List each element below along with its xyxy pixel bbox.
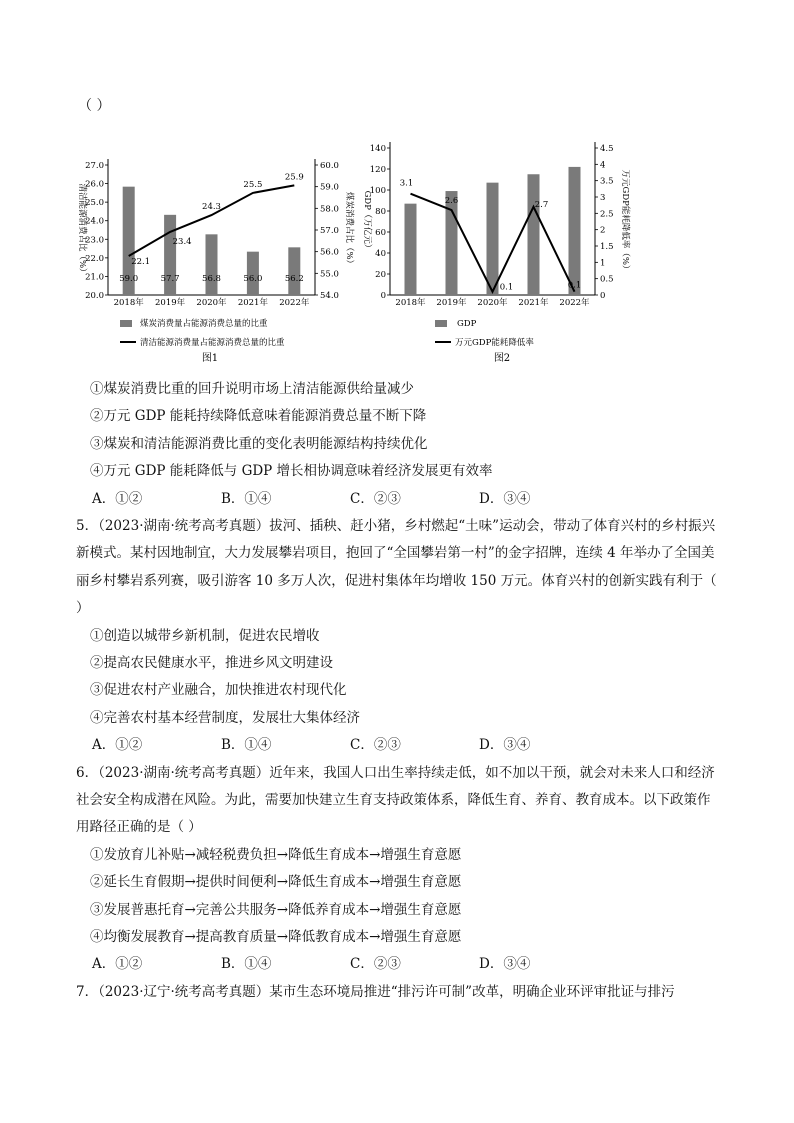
q5-option-d[interactable]: D．③④ — [479, 737, 531, 754]
chart2-bars — [405, 167, 581, 295]
x-tick-label: 2018年 — [113, 298, 144, 308]
legend-bar-label: 煤炭消费量占能源消费总量的比重 — [140, 319, 268, 329]
line-data-label: 23.4 — [172, 236, 192, 247]
bar — [528, 174, 540, 295]
chart-caption: 图2 — [493, 353, 511, 364]
line-data-label: 2.7 — [534, 199, 549, 210]
right-tick-label: 57.0 — [320, 226, 339, 236]
q5-statement-3: ③促进农村产业融合，加快推进农村现代化 — [90, 682, 347, 699]
question-content — [76, 376, 720, 1006]
q5-option-b[interactable]: B．①④ — [221, 737, 272, 754]
right-tick-label: 58.0 — [320, 204, 339, 215]
right-tick-label: 60.0 — [320, 161, 339, 171]
x-tick-label: 2022年 — [279, 298, 310, 308]
x-tick-label: 2019年 — [155, 298, 186, 308]
q5-option-a[interactable]: A．①② — [92, 737, 143, 754]
right-tick-label: 56.0 — [320, 247, 339, 258]
right-tick-label: 0 — [600, 291, 606, 301]
left-tick-label: 26.0 — [85, 179, 104, 190]
legend-line-label: 万元GDP能耗降低率 — [455, 338, 534, 348]
right-tick-label: 3.5 — [600, 176, 614, 187]
left-tick-label: 60 — [375, 228, 386, 238]
bar-data-label: 56.2 — [284, 274, 304, 284]
bar — [487, 183, 499, 295]
chart-coal-clean-energy — [70, 120, 370, 370]
q4-option-c[interactable]: C．②③ — [350, 490, 401, 507]
q5-statement-4: ④完善农村基本经营制度，发展壮大集体经济 — [90, 709, 360, 726]
chart2-legend — [435, 319, 534, 364]
right-tick-label: 2 — [600, 225, 606, 236]
q6-statement-3: ③发展普惠托育→完善公共服务→降低养育成本→增强生育意愿 — [90, 901, 462, 918]
q5-option-c[interactable]: C．②③ — [350, 737, 401, 754]
line-data-label: 25.9 — [284, 172, 304, 183]
x-tick-label: 2020年 — [477, 298, 508, 308]
bar — [569, 167, 581, 295]
q4-options — [90, 486, 720, 513]
right-tick-label: 4 — [600, 160, 606, 171]
x-tick-label: 2021年 — [518, 298, 549, 308]
line-data-label: 2.6 — [444, 196, 459, 207]
left-tick-label: 80 — [375, 207, 386, 217]
left-tick-label: 27.0 — [85, 161, 104, 171]
q6-options — [90, 951, 720, 978]
legend-line-label: 清洁能源消费量占能源消费总量的比重 — [140, 338, 285, 348]
q5-options — [90, 732, 720, 759]
right-tick-label: 1 — [600, 258, 606, 269]
right-tick-label: 54.0 — [320, 291, 339, 301]
x-tick-label: 2018年 — [395, 298, 426, 308]
q6-option-b[interactable]: B．①④ — [221, 956, 272, 973]
q6-option-c[interactable]: C．②③ — [350, 956, 401, 973]
left-tick-label: 120 — [369, 165, 386, 175]
bar — [206, 234, 218, 295]
q6-option-d[interactable]: D．③④ — [479, 956, 531, 973]
left-tick-label: 25.0 — [85, 198, 104, 209]
left-tick-label: 140 — [369, 144, 386, 154]
q7-stem: 7．（2023·辽宁·统考高考真题）某市生态环境局推进“排污许可制”改革，明确企业环评审批证与排污 — [76, 983, 675, 1000]
right-tick-label: 1.5 — [600, 242, 614, 252]
x-tick-label: 2019年 — [436, 298, 467, 308]
line-data-label: 24.3 — [202, 202, 221, 213]
q4-statement-2: ②万元 GDP 能耗持续降低意味着能源消费总量不断下降 — [90, 408, 427, 425]
line-data-label: 0.1 — [499, 282, 514, 293]
line-data-label: 3.1 — [399, 178, 414, 189]
x-tick-label: 2022年 — [559, 298, 590, 308]
q5-statement-1: ①创造以城带乡新机制，促进农民增收 — [90, 627, 320, 644]
bar — [288, 247, 300, 295]
chart1-legend — [120, 318, 285, 364]
bar-data-label: 57.7 — [160, 274, 180, 284]
q4-option-d[interactable]: D．③④ — [479, 490, 531, 507]
left-tick-label: 20 — [375, 270, 386, 280]
bar-data-label: 56.8 — [202, 274, 221, 284]
y-left-axis-title: 清洁能源消费占比（%） — [77, 183, 87, 277]
x-tick-label: 2021年 — [237, 298, 268, 308]
q6-option-a[interactable]: A．①② — [92, 956, 143, 973]
x-tick-label: 2020年 — [196, 298, 227, 308]
left-tick-label: 21.0 — [85, 272, 104, 283]
q5-stem: 5．（2023·湖南·统考高考真题）拔河、插秧、赶小猪，乡村燃起“土味”运动会，带动了体育兴村的乡村振兴新模式。某村因地制宜，大力发展攀岩项目，抱回了“全国攀岩第一村”的金字招牌，连续 4 年举办了全国美丽乡村攀岩系列赛，吸引游客 10 多万人次，促进村集体年均增收 150 万元。体育兴村的创新实践有利于（ ） — [76, 517, 717, 617]
right-tick-label: 3 — [600, 193, 606, 203]
left-tick-label: 24.0 — [85, 216, 104, 227]
left-tick-label: 20.0 — [85, 291, 104, 301]
q4-statement-1: ①煤炭消费比重的回升说明市场上清洁能源供给量减少 — [90, 381, 414, 397]
q4-statement-3: ③煤炭和清洁能源消费比重的变化表明能源结构持续优化 — [90, 435, 428, 452]
q6-stem: 6．（2023·湖南·统考高考真题）近年来，我国人口出生率持续走低，如不加以干预，就会对未来人口和经济社会安全构成潜在风险。为此，需要加快建立生育支持政策体系，降低生育、养育、教育成本。以下政策作用路径正确的是（ ） — [76, 764, 715, 836]
bar — [405, 204, 417, 295]
q6-statement-2: ②延长生育假期→提供时间便利→降低生育成本→增强生育意愿 — [90, 874, 462, 891]
answer-bracket: （ ） — [78, 98, 111, 114]
left-tick-label: 40 — [375, 249, 386, 259]
left-tick-label: 0 — [380, 291, 386, 301]
bar-data-label: 56.0 — [243, 274, 263, 284]
line-data-label: 25.5 — [243, 179, 263, 190]
bar-data-label: 59.0 — [119, 274, 139, 284]
q6-statement-1: ①发放育儿补贴→减轻税费负担→降低生育成本→增强生育意愿 — [90, 846, 462, 863]
y-right-axis-title: 万元GDP能耗降低率（%） — [620, 169, 630, 274]
left-tick-label: 100 — [369, 186, 386, 196]
right-tick-label: 2.5 — [600, 209, 614, 220]
q6-statement-4: ④均衡发展教育→提高教育质量→降低教育成本→增强生育意愿 — [90, 928, 462, 945]
legend-bar-swatch — [120, 320, 132, 327]
y-left-axis-title: GDP（万亿元） — [362, 190, 372, 253]
chart-gdp-energy — [355, 120, 635, 370]
right-tick-label: 4.5 — [600, 144, 614, 154]
right-tick-label: 55.0 — [320, 269, 339, 280]
q4-statement-4: ④万元 GDP 能耗降低与 GDP 增长相协调意味着经济发展更有效率 — [90, 463, 493, 480]
left-tick-label: 23.0 — [85, 235, 104, 246]
q4-option-a[interactable]: A．①② — [92, 490, 143, 507]
right-tick-label: 0.5 — [600, 274, 614, 285]
y-right-axis-title: 煤炭消费占比（%） — [344, 191, 354, 269]
legend-bar-swatch — [435, 320, 447, 327]
q4-option-b[interactable]: B．①④ — [221, 490, 272, 507]
bar — [446, 191, 458, 295]
right-tick-label: 59.0 — [320, 182, 339, 193]
line-data-label: 22.1 — [131, 257, 151, 267]
legend-bar-label: GDP — [457, 319, 477, 329]
line-data-label: 0.1 — [567, 280, 582, 291]
q5-statement-2: ②提高农民健康水平，推进乡风文明建设 — [90, 654, 333, 671]
chart-caption: 图1 — [201, 353, 219, 364]
left-tick-label: 22.0 — [85, 253, 104, 264]
